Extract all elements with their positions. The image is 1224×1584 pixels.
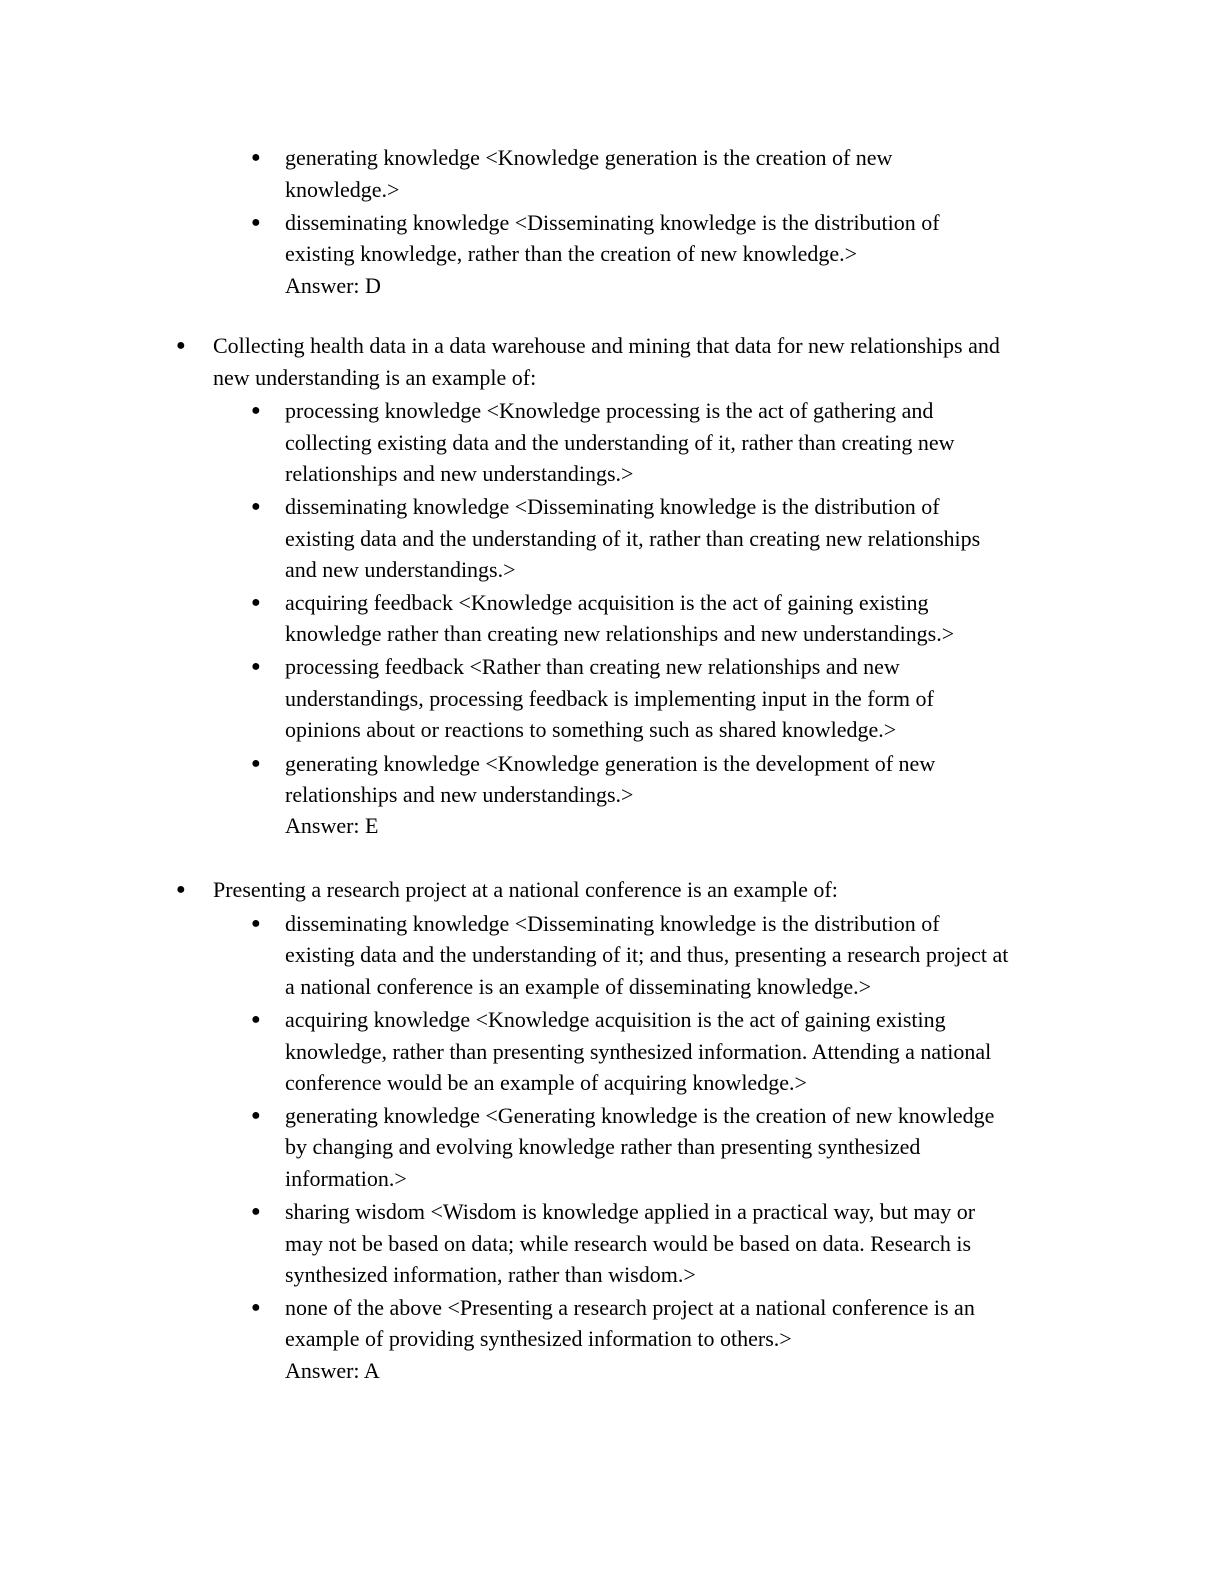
option-line: opinions about or reactions to something such as shared knowledge.> — [285, 717, 897, 742]
bullet-icon: ● — [251, 498, 261, 515]
answer-text: Answer: E — [285, 813, 379, 838]
bullet-icon: ● — [251, 214, 261, 231]
option-line: generating knowledge <Generating knowledge is the creation of new knowledge — [285, 1103, 995, 1128]
option-line: by changing and evolving knowledge rather than presenting synthesized — [285, 1134, 921, 1159]
question-stem-line: Collecting health data in a data warehouse and mining that data for new relationships and — [213, 333, 1000, 358]
option-line: disseminating knowledge <Disseminating knowledge is the distribution of — [285, 911, 940, 936]
bullet-icon: ● — [251, 1107, 261, 1124]
bullet-icon: ● — [251, 755, 261, 772]
answer-text: Answer: A — [285, 1358, 380, 1383]
option-line: existing knowledge, rather than the creation of new knowledge.> — [285, 241, 857, 266]
option-line: acquiring feedback <Knowledge acquisition is the act of gaining existing — [285, 590, 929, 615]
option-line: disseminating knowledge <Disseminating knowledge is the distribution of — [285, 210, 940, 235]
option-line: processing feedback <Rather than creating new relationships and new — [285, 654, 900, 679]
option-line: processing knowledge <Knowledge processing is the act of gathering and — [285, 398, 934, 423]
option-line: generating knowledge <Knowledge generation is the development of new — [285, 751, 936, 776]
bullet-icon: ● — [251, 402, 261, 419]
bullet-icon: ● — [251, 658, 261, 675]
bullet-icon: ● — [176, 337, 186, 354]
option-line: and new understandings.> — [285, 557, 516, 582]
option-line: conference would be an example of acquiring knowledge.> — [285, 1070, 807, 1095]
option-line: knowledge, rather than presenting synthesized information. Attending a national — [285, 1039, 992, 1064]
option-line: generating knowledge <Knowledge generation is the creation of new — [285, 145, 893, 170]
option-line: collecting existing data and the understanding of it, rather than creating new — [285, 430, 955, 455]
option-line: may not be based on data; while research would be based on data. Research is — [285, 1231, 972, 1256]
option-line: existing data and the understanding of it; and thus, presenting a research project at — [285, 942, 1009, 967]
option-line: disseminating knowledge <Disseminating knowledge is the distribution of — [285, 494, 940, 519]
bullet-icon: ● — [251, 594, 261, 611]
option-line: acquiring knowledge <Knowledge acquisition is the act of gaining existing — [285, 1007, 946, 1032]
answer-text: Answer: D — [285, 273, 381, 298]
bullet-icon: ● — [251, 1299, 261, 1316]
option-line: none of the above <Presenting a research project at a national conference is an — [285, 1295, 975, 1320]
bullet-icon: ● — [251, 915, 261, 932]
option-line: sharing wisdom <Wisdom is knowledge applied in a practical way, but may or — [285, 1199, 976, 1224]
option-line: understandings, processing feedback is implementing input in the form of — [285, 686, 934, 711]
bullet-icon: ● — [251, 1203, 261, 1220]
option-line: relationships and new understandings.> — [285, 782, 634, 807]
option-line: synthesized information, rather than wisdom.> — [285, 1262, 696, 1287]
option-line: example of providing synthesized information to others.> — [285, 1326, 792, 1351]
question-stem-line: Presenting a research project at a national conference is an example of: — [213, 877, 838, 902]
option-line: relationships and new understandings.> — [285, 461, 634, 486]
question-stem-line: new understanding is an example of: — [213, 365, 537, 390]
bullet-icon: ● — [176, 881, 186, 898]
option-line: a national conference is an example of disseminating knowledge.> — [285, 974, 872, 999]
option-line: existing data and the understanding of it, rather than creating new relationships — [285, 526, 981, 551]
option-line: knowledge.> — [285, 177, 400, 202]
bullet-icon: ● — [251, 149, 261, 166]
bullet-icon: ● — [251, 1011, 261, 1028]
option-line: information.> — [285, 1166, 407, 1191]
option-line: knowledge rather than creating new relationships and new understandings.> — [285, 621, 955, 646]
